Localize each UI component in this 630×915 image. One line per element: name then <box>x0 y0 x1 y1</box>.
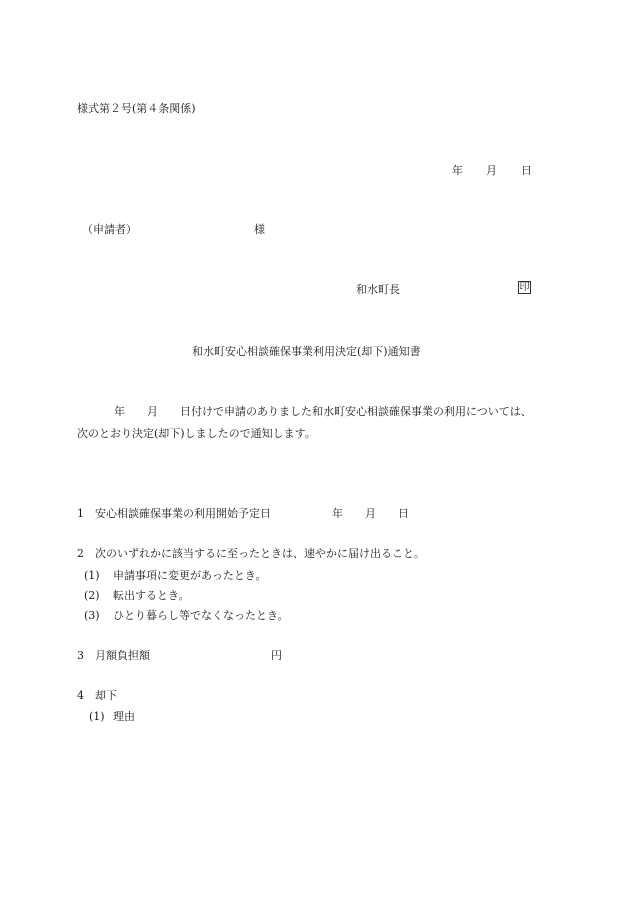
item-3-unit: 円 <box>271 649 282 662</box>
form-number: 様式第２号(第４条関係) <box>77 102 196 115</box>
item-4-sub-number: (1) <box>89 710 105 723</box>
item-2-sub-3-text: ひとり暮らし等でなくなったとき。 <box>113 609 289 622</box>
date-day-label: 日 <box>521 164 532 177</box>
item-1-text: 安心相談確保事業の利用開始予定日 <box>95 507 271 520</box>
item-4-sub-text: 理由 <box>113 710 135 723</box>
item-2-sub-2-text: 転出するとき。 <box>113 589 190 602</box>
item-2-sub-1-text: 申請事項に変更があったとき。 <box>113 569 267 582</box>
item-4-number: 4 <box>77 689 84 702</box>
item-2-text: 次のいずれかに該当するに至ったときは、速やかに届け出ること。 <box>95 547 425 560</box>
item-3-text: 月額負担額 <box>95 649 150 662</box>
item-3-number: 3 <box>77 649 84 662</box>
seal-stamp: 印 <box>519 282 530 293</box>
applicant-honorific: 様 <box>254 223 265 236</box>
item-2-number: 2 <box>77 547 84 560</box>
issuer-name: 和水町長 <box>356 283 400 296</box>
date-year-label: 年 <box>452 164 463 177</box>
applicant-label: （申請者） <box>82 223 137 236</box>
body-line-2: 次のとおり決定(却下)しましたので通知します。 <box>77 427 316 440</box>
item-1-date: 年 月 日 <box>332 507 409 520</box>
date-month-label: 月 <box>486 164 497 177</box>
document-title: 和水町安心相談確保事業利用決定(却下)通知書 <box>192 345 421 358</box>
body-line-1: 年 月 日付けで申請のありました和水町安心相談確保事業の利用については、 <box>114 405 532 418</box>
item-1-number: 1 <box>77 507 84 520</box>
item-2-sub-2-number: (2) <box>84 589 100 602</box>
item-2-sub-1-number: (1) <box>84 569 100 582</box>
item-4-text: 却下 <box>95 689 117 702</box>
item-2-sub-3-number: (3) <box>84 609 100 622</box>
